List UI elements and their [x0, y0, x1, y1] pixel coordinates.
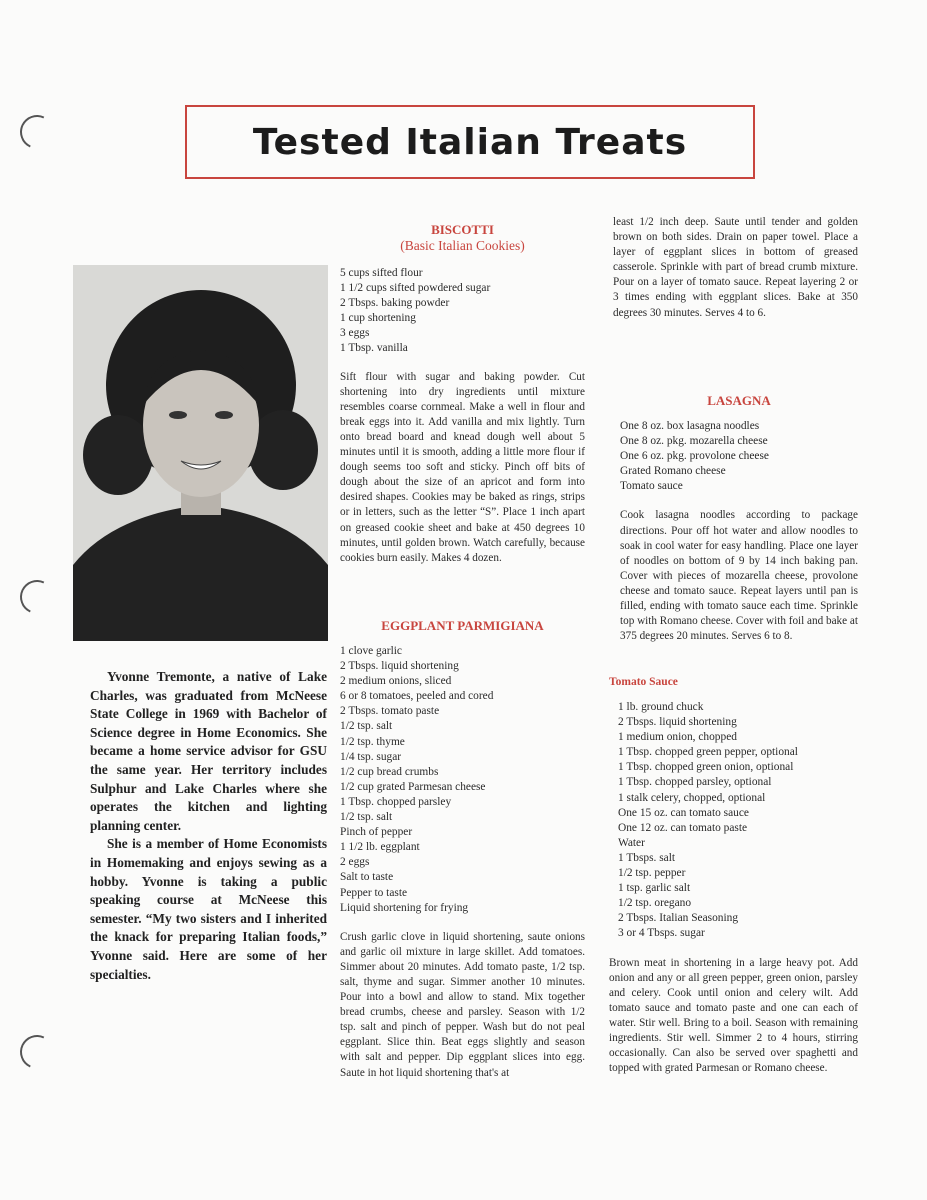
recipe-title: Tomato Sauce — [609, 676, 678, 688]
recipe-directions: Brown meat in shortening in a large heavy pot. Add onion and any or all green pepper, green onion, parsley and celery. Cook until onion and celery wilt. Add tomato sauce and tomato paste and one can each of water. Stir well. Bring to a boil. Season with remaining ingredients. Stir well. Simmer 2 to 4 hours, stirring occasionally. Can also be served over spaghetti and topped with grated Parmesan or Romano cheese. — [609, 956, 858, 1075]
bio-paragraph: She is a member of Home Economists in Homemaking and enjoys sewing as a hobby. Yvonne is taking a public speaking course at McNeese this semester. “My two sisters and I inherited the knack for preparing Italian foods,” Yvonne said. Here are some of her specialties. — [90, 836, 327, 982]
bio-paragraph: Yvonne Tremonte, a native of Lake Charles, was graduated from McNeese State College in 1969 with Bachelor of Science degree in Home Economics. She became a home service advisor for GSU the same year. Her territory includes Sulphur and Lake Charles where she operates the kitchen and lighting planning center. — [90, 669, 327, 833]
ingredient-item: 1 Tbsps. salt — [618, 851, 676, 864]
ingredient-item: 1 cup shortening — [340, 312, 416, 325]
biscotti-recipe — [340, 222, 585, 566]
lasagna-recipe — [620, 393, 858, 644]
recipe-title: LASAGNA — [707, 393, 771, 408]
ingredient-item: 1 medium onion, chopped — [618, 731, 737, 744]
page-title: Tested Italian Treats — [252, 121, 688, 163]
ingredient-item: 2 Tbsps. baking powder — [340, 297, 450, 310]
ingredient-item: 1/2 tsp. pepper — [618, 867, 686, 880]
ingredient-item: 2 eggs — [340, 856, 370, 869]
ingredient-item: Pepper to taste — [340, 886, 408, 899]
ingredient-item: 6 or 8 tomatoes, peeled and cored — [340, 690, 494, 703]
eggplant-continued — [613, 215, 858, 321]
recipe-title: BISCOTTI — [431, 222, 494, 237]
recipe-title: EGGPLANT PARMIGIANA — [381, 618, 544, 633]
recipe-directions: Cook lasagna noodles according to package directions. Pour off hot water and allow noodles to soak in cool water for easy handling. Place one layer of noodles on bottom of 9 by 14 inch baking pan. Cover with pieces of mozarella cheese, provolone cheese and tomato sauce. Repeat layers until pan is filled, ending with tomato sauce each time. Sprinkle top with Romano cheese. Cover with foil and bake at 375 degrees 20 minutes. Serves 6 to 8. — [620, 509, 858, 643]
author-bio — [90, 668, 327, 984]
ingredient-item: 1 Tbsp. chopped green pepper, optional — [618, 746, 798, 759]
binder-hole — [15, 1030, 59, 1074]
tomato-sauce-recipe — [609, 676, 858, 1076]
ingredient-item: 2 Tbsps. liquid shortening — [340, 660, 459, 673]
ingredient-item: 1 Tbsp. vanilla — [340, 342, 408, 355]
ingredient-item: 1/4 tsp. sugar — [340, 750, 402, 763]
ingredient-item: 1 1/2 cups sifted powdered sugar — [340, 282, 491, 295]
ingredient-item: 1 Tbsp. chopped parsley — [340, 795, 452, 808]
ingredient-list — [609, 700, 858, 942]
ingredient-item: Liquid shortening for frying — [340, 901, 469, 914]
ingredient-list — [340, 266, 585, 357]
title-box — [185, 105, 755, 179]
ingredient-item: 1 clove garlic — [340, 645, 402, 657]
ingredient-item: Grated Romano cheese — [620, 465, 726, 478]
ingredient-item: 1 tsp. garlic salt — [618, 882, 691, 895]
ingredient-item: 3 or 4 Tbsps. sugar — [618, 927, 705, 940]
ingredient-item: One 12 oz. can tomato paste — [618, 821, 748, 834]
ingredient-item: 3 eggs — [340, 327, 370, 340]
ingredient-item: Salt to taste — [340, 871, 394, 884]
ingredient-item: 1 lb. ground chuck — [618, 701, 704, 713]
ingredient-list — [340, 644, 585, 916]
binder-hole — [15, 575, 59, 619]
ingredient-item: 1/2 cup bread crumbs — [340, 765, 439, 778]
ingredient-item: 1 1/2 lb. eggplant — [340, 841, 420, 854]
ingredient-item: 2 medium onions, sliced — [340, 675, 452, 688]
ingredient-item: 1 Tbsp. chopped green onion, optional — [618, 761, 794, 774]
ingredient-item: Tomato sauce — [620, 480, 683, 493]
recipe-directions: Crush garlic clove in liquid shortening, saute onions and garlic oil mixture in large skillet. Add tomatoes. Simmer about 20 minutes. Add tomato paste, 1/2 tsp. salt, thyme and sugar. Simmer another 10 minutes. Pour into a bowl and allow to stand. Mix together bread crumbs, cheese and parsley. Season with 1/2 tsp. salt and pinch of pepper. Wash but do not peal eggplant. Slice thin. Beat eggs slightly and season with salt and pepper. Dip eggplant slices into egg. Saute in hot liquid shortening that's at — [340, 930, 585, 1079]
recipe-directions-continued: least 1/2 inch deep. Saute until tender and golden brown on both sides. Drain on paper towel. Place a layer of eggplant slices in bottom of greased casserole. Sprinkle with part of bread crumb mixture. Pour on a layer of tomato sauce. Repeat layering 2 or 3 times ending with eggplant slices. Bake at 350 degrees 30 minutes. Serves 4 to 6. — [613, 216, 858, 319]
ingredient-item: 1/2 tsp. oregano — [618, 897, 692, 910]
ingredient-item: 1/2 tsp. salt — [340, 720, 393, 733]
ingredient-item: 1/2 tsp. salt — [340, 811, 393, 824]
portrait-photo — [73, 265, 328, 641]
recipe-subtitle: (Basic Italian Cookies) — [400, 238, 525, 253]
ingredient-item: 2 Tbsps. tomato paste — [340, 705, 440, 718]
ingredient-item: 1/2 tsp. thyme — [340, 735, 405, 748]
binder-hole — [15, 110, 59, 154]
ingredient-item: 5 cups sifted flour — [340, 267, 423, 279]
ingredient-list — [620, 419, 858, 494]
ingredient-item: Pinch of pepper — [340, 826, 413, 839]
ingredient-item: One 15 oz. can tomato sauce — [618, 806, 749, 819]
ingredient-item: One 6 oz. pkg. provolone cheese — [620, 450, 769, 463]
ingredient-item: One 8 oz. box lasagna noodles — [620, 420, 760, 432]
ingredient-item: Water — [618, 836, 645, 849]
ingredient-item: 1/2 cup grated Parmesan cheese — [340, 780, 486, 793]
ingredient-item: 1 stalk celery, chopped, optional — [618, 791, 766, 804]
ingredient-item: 2 Tbsps. liquid shortening — [618, 716, 737, 729]
ingredient-item: 1 Tbsp. chopped parsley, optional — [618, 776, 772, 789]
eggplant-recipe — [340, 618, 585, 1081]
ingredient-item: One 8 oz. pkg. mozarella cheese — [620, 435, 768, 448]
ingredient-item: 2 Tbsps. Italian Seasoning — [618, 912, 739, 925]
recipe-directions: Sift flour with sugar and baking powder. Cut shortening into dry ingredients until mixture resembles coarse cornmeal. Make a well in flour and break eggs into it. Add vanilla and mix lightly. Turn onto bread board and knead dough well about 5 minutes until it is smooth, adding a little more flour if dough seems too soft and sticky. Pinch off bits of dough about the size of an apricot and form into desired shapes. Cookies may be baked as rings, strips or in letters, such as the letter “S”. Place 1 inch apart on greased cookie sheet and bake at 450 degrees 10 minutes, until golden brown. Watch carefully, because cookies burn easily. Makes 4 dozen. — [340, 370, 585, 564]
